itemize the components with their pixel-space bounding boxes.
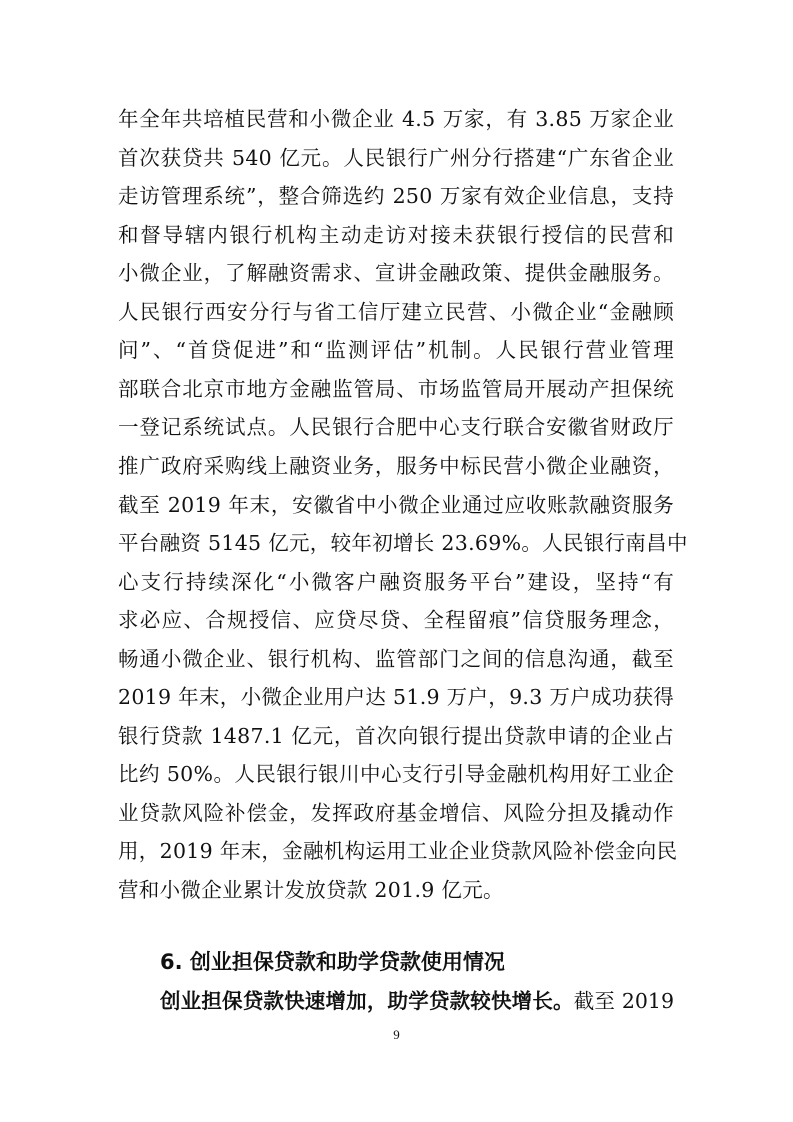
paragraph-continuation: 截至 2019: [573, 989, 674, 1013]
body-line: 用，2019 年末，金融机构运用工业企业贷款风险补偿金向民: [118, 839, 678, 864]
body-line: 业贷款风险补偿金，发挥政府基金增信、风险分担及撬动作: [118, 800, 674, 825]
body-line: 部联合北京市地方金融监管局、市场监管局开展动产担保统: [118, 376, 674, 401]
body-line: 问”、“首贷促进”和“监测评估”机制。人民银行营业管理: [118, 338, 674, 363]
body-line: 推广政府采购线上融资业务，服务中标民营小微企业融资，: [118, 453, 674, 478]
body-line: 走访管理系统”，整合筛选约 250 万家有效企业信息，支持: [118, 184, 674, 209]
body-line: 营和小微企业累计发放贷款 201.9 亿元。: [118, 878, 504, 902]
body-line: 心支行持续深化“小微客户融资服务平台”建设，坚持“有: [118, 569, 674, 594]
body-line: 平台融资 5145 亿元，较年初增长 23.69%。人民银行南昌中: [118, 531, 688, 556]
body-line: 人民银行西安分行与省工信厅建立民营、小微企业“金融顾: [118, 299, 674, 324]
body-line: 2019 年末，小微企业用户达 51.9 万户，9.3 万户成功获得: [118, 685, 675, 710]
body-line: 一登记系统试点。人民银行合肥中心支行联合安徽省财政厅: [118, 415, 674, 440]
page-number: 9: [393, 1027, 400, 1042]
section-heading: 6. 创业担保贷款和助学贷款使用情况: [160, 950, 505, 974]
body-line: 截至 2019 年末，安徽省中小微企业通过应收账款融资服务: [118, 492, 674, 517]
body-line: 年全年共培植民营和小微企业 4.5 万家，有 3.85 万家企业: [118, 107, 674, 131]
body-line: 畅通小微企业、银行机构、监管部门之间的信息沟通，截至: [118, 646, 674, 671]
paragraph-lead: 创业担保贷款快速增加，助学贷款较快增长。: [160, 989, 574, 1013]
body-line: 首次获贷共 540 亿元。人民银行广州分行搭建“广东省企业: [118, 145, 674, 170]
body-line: 小微企业，了解融资需求、宣讲金融政策、提供金融服务。: [118, 261, 674, 286]
body-line: 和督导辖内银行机构主动走访对接未获银行授信的民营和: [118, 222, 674, 247]
body-line: 银行贷款 1487.1 亿元，首次向银行提出贷款申请的企业占: [118, 723, 674, 748]
body-line: 比约 50%。人民银行银川中心支行引导金融机构用好工业企: [118, 762, 674, 787]
paragraph-start: [160, 988, 674, 1014]
body-line: 求必应、合规授信、应贷尽贷、全程留痕”信贷服务理念，: [118, 608, 674, 633]
